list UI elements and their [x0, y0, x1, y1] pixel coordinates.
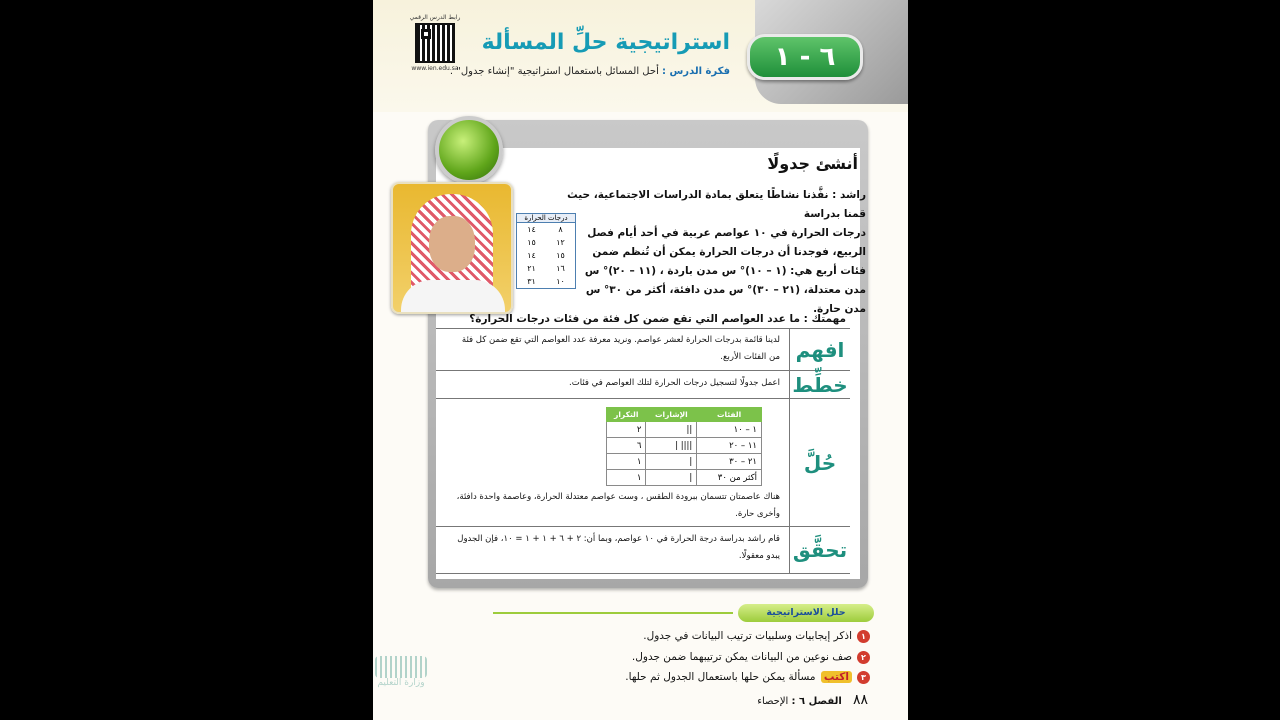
- table-row: [607, 470, 762, 486]
- lesson-number: ٦ - ١: [747, 34, 863, 80]
- tally-cell: |: [646, 454, 697, 470]
- step-text: قام راشد بدراسة درجة الحرارة في ١٠ عواصم، وبما أن: ٢ + ٦ + ١ + ١ = ١٠، فإن الجدول يبدو معقولًا.: [457, 534, 780, 561]
- story-line: الربيع، فوجدنا أن درجات الحرارة يمكن أن تُنظم ضمن: [592, 246, 866, 258]
- temp-cell: ٨: [558, 225, 563, 234]
- question-number: ٣: [857, 671, 870, 684]
- story-line: درجات الحرارة في ١٠ عواصم عربية في أحد أيام فصل: [587, 227, 866, 239]
- story-line: مدن معتدلة، (٢١ – ٣٠)° س مدن دافئة، أكثر من ٣٠° س: [585, 284, 866, 296]
- step-text: اعمل جدولًا لتسجيل درجات الحرارة لتلك العواصم في فئات.: [569, 378, 780, 388]
- temp-cell: ١٥: [556, 251, 565, 260]
- question-number: ١: [857, 630, 870, 643]
- divider: [493, 612, 733, 614]
- question-text: اذكر إيجابيات وسلبيات ترتيب البيانات في جدول.: [643, 630, 852, 642]
- category-cell: أكثر من ٣٠: [697, 470, 762, 486]
- frequency-cell: ١: [607, 454, 646, 470]
- temp-cell: ٢١: [527, 264, 536, 273]
- question-item: [625, 671, 870, 684]
- ministry-logo: [373, 656, 431, 706]
- lesson-idea: [450, 66, 730, 77]
- story-text: [556, 186, 866, 319]
- idea-text: أحل المسائل باستعمال استراتيجية "إنشاء جدول" .: [449, 66, 659, 77]
- qr-caption: رابط الدرس الرقمي: [409, 14, 461, 21]
- temp-cell: ١٢: [556, 238, 565, 247]
- category-cell: ١١ – ٢٠: [697, 438, 762, 454]
- section-heading: أنشئ جدولًا: [767, 154, 858, 173]
- step-label: حُلَّ: [789, 399, 850, 527]
- table-row: [607, 438, 762, 454]
- table-row: [607, 454, 762, 470]
- lesson-badge: [755, 0, 908, 104]
- temp-cell: ١٠: [556, 277, 565, 286]
- frequency-cell: ٢: [607, 422, 646, 438]
- textbook-page: [373, 0, 908, 720]
- step-solve: [436, 398, 850, 527]
- temp-cell: ١٤: [527, 251, 536, 260]
- frequency-table: [606, 407, 762, 486]
- step-check: [436, 526, 850, 574]
- temp-cell: ٣١: [527, 277, 536, 286]
- step-label: افهم: [789, 329, 850, 371]
- green-ball-icon: [435, 116, 503, 184]
- column-header: التكرار: [607, 408, 646, 422]
- page-number: ٨٨: [852, 692, 868, 708]
- question-text: صف نوعين من البيانات يمكن ترتيبهما ضمن جدول.: [631, 651, 852, 663]
- story-line: مدن حارة.: [813, 303, 866, 315]
- solve-note: هناك عاصمتان تتسمان ببرودة الطقس ، وست عواصم معتدلة الحرارة، وعاصمة واحدة دافئة، وأخرى حارة.: [456, 492, 780, 519]
- story-line: فئات أربع هي: (١ – ١٠)° س مدن باردة ، (١١ – ٢٠)° س: [584, 265, 866, 277]
- question-item: [632, 651, 870, 664]
- temperature-header: درجات الحرارة: [517, 214, 575, 223]
- tally-cell: |||| |: [646, 438, 697, 454]
- step-understand: [436, 328, 850, 371]
- column-header: الإشارات: [646, 408, 697, 422]
- chapter-name: الإحصاء: [757, 696, 789, 707]
- temp-cell: ١٦: [556, 264, 565, 273]
- step-plan: [436, 370, 850, 399]
- page-footer: [757, 692, 868, 708]
- write-tag: اكتب: [821, 671, 852, 683]
- story-line: راشد : نفَّذنا نشاطًا يتعلق بمادة الدراسات الاجتماعية، حيث قمنا بدراسة: [567, 189, 866, 220]
- idea-label: فكرة الدرس :: [662, 66, 730, 77]
- step-label: تحقَّق: [789, 527, 850, 573]
- question-number: ٢: [857, 651, 870, 664]
- question-item: [643, 630, 870, 643]
- qr-url: www.ien.edu.sa: [411, 65, 459, 72]
- tally-cell: |: [646, 470, 697, 486]
- lesson-title: استراتيجية حلِّ المسألة: [481, 30, 730, 55]
- task-question: مهمتك : ما عدد العواصم التي تقع ضمن كل فئة من فئات درجات الحرارة؟: [469, 313, 846, 325]
- table-row: [607, 422, 762, 438]
- question-text: مسألة يمكن حلها باستعمال الجدول ثم حلها.: [625, 671, 816, 683]
- qr-code-icon[interactable]: [415, 23, 455, 63]
- category-cell: ١ – ١٠: [697, 422, 762, 438]
- temperature-table: [516, 213, 576, 289]
- step-label: خطِّط: [789, 371, 850, 399]
- column-header: الفئات: [697, 408, 762, 422]
- category-cell: ٢١ – ٣٠: [697, 454, 762, 470]
- frequency-cell: ٦: [607, 438, 646, 454]
- temp-cell: ١٤: [527, 225, 536, 234]
- tally-cell: ||: [646, 422, 697, 438]
- student-photo: [391, 182, 513, 314]
- frequency-cell: ١: [607, 470, 646, 486]
- step-text: لدينا قائمة بدرجات الحرارة لعشر عواصم. ونريد معرفة عدد العواصم التي تقع ضمن كل فئة من الفئات الأربع.: [461, 335, 780, 362]
- chapter-label: الفصل ٦ :: [791, 696, 842, 707]
- temp-cell: ١٥: [527, 238, 536, 247]
- watermark-text: وزارة التعليم: [377, 678, 425, 688]
- strategy-heading: حلل الاستراتيجية: [738, 604, 874, 622]
